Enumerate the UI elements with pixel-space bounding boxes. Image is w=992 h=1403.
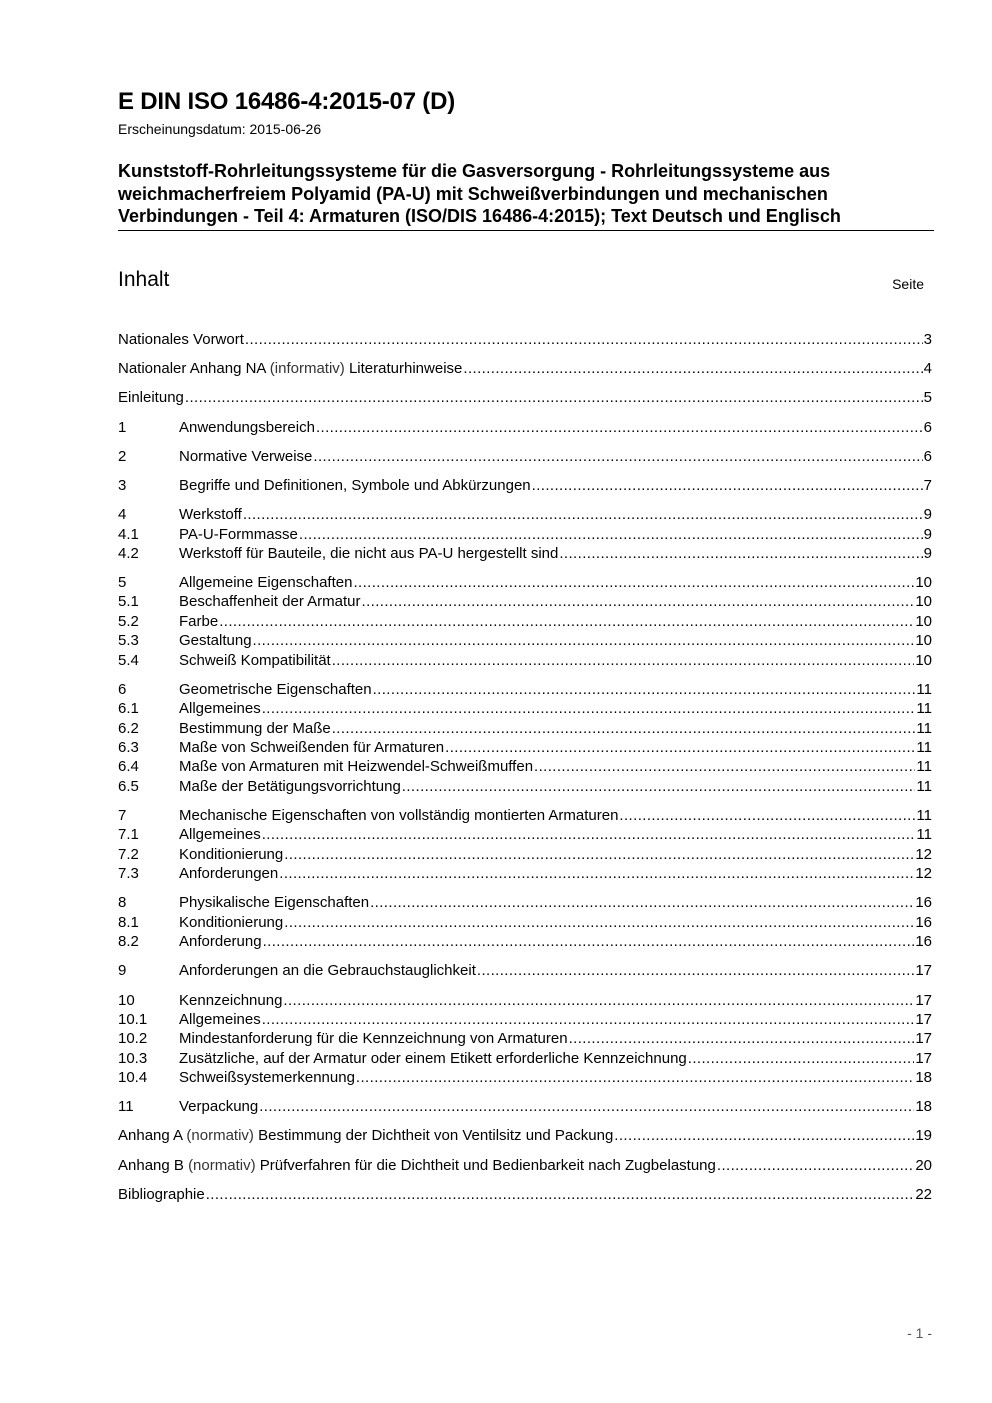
toc-entry-page: 11 — [916, 758, 932, 776]
title-line: weichmacherfreiem Polyamid (PA-U) mit Schweißverbindungen und mechanischen — [118, 183, 828, 204]
toc-entry-title: Anwendungsbereich — [179, 418, 315, 436]
toc-entry-page: 12 — [915, 845, 932, 863]
toc-entry-page: 16 — [915, 894, 932, 912]
toc-entry-number: 8.1 — [118, 913, 139, 931]
toc-entry[interactable] — [118, 738, 932, 757]
toc-entry-page: 16 — [915, 933, 932, 951]
toc-entry-label — [179, 699, 261, 718]
toc-entry-label — [179, 525, 298, 544]
toc-leader-dots — [262, 699, 916, 718]
toc-entry-page: 17 — [915, 1010, 932, 1028]
toc-entry-title: Anforderung — [179, 933, 262, 951]
toc-leader-dots — [284, 913, 914, 932]
toc-leader-dots — [614, 1126, 914, 1145]
toc-leader-dots — [263, 932, 915, 951]
toc-leader-dots — [688, 1049, 915, 1068]
toc-entry-label — [179, 612, 218, 631]
toc-entry[interactable] — [118, 719, 932, 738]
toc-entry[interactable] — [118, 757, 932, 776]
toc-leader-dots — [619, 806, 915, 825]
toc-entry-page: 10 — [915, 593, 932, 611]
toc-entry-label — [179, 738, 444, 757]
toc-entry-number: 7.2 — [118, 845, 139, 863]
toc-entry[interactable] — [118, 961, 932, 980]
toc-entry-title: Kennzeichnung — [179, 991, 283, 1009]
toc-entry-page: 10 — [915, 651, 932, 669]
toc-entry-number: 2 — [118, 447, 127, 465]
toc-entry-label — [179, 932, 262, 951]
toc-entry-title: Schweiß Kompatibilität — [179, 651, 331, 669]
toc-entry-page: 18 — [915, 1098, 932, 1116]
toc-entry-title: Einleitung — [118, 389, 184, 407]
toc-entry-page: 22 — [915, 1185, 932, 1203]
toc-entry-label — [179, 961, 476, 980]
toc-entry-label — [179, 1029, 568, 1048]
toc-entry-title: Geometrische Eigenschaften — [179, 680, 372, 698]
toc-entry[interactable] — [118, 806, 932, 825]
toc-leader-dots — [284, 845, 914, 864]
toc-entry[interactable] — [118, 825, 932, 844]
toc-entry-number: 10 — [118, 991, 135, 1009]
toc-entry-label — [179, 447, 312, 466]
toc-entry-page: 16 — [915, 913, 932, 931]
toc-entry-page: 20 — [915, 1156, 932, 1174]
toc-entry-page: 6 — [923, 418, 932, 436]
toc-entry[interactable] — [118, 573, 932, 592]
toc-entry-number: 7.1 — [118, 826, 139, 844]
toc-leader-dots — [245, 330, 923, 349]
toc-entry-tag: (normativ) — [186, 1127, 254, 1145]
toc-entry-page: 9 — [923, 544, 932, 562]
toc-entry-page: 12 — [915, 865, 932, 883]
toc-entry-page: 4 — [923, 360, 932, 378]
toc-entry-label — [179, 573, 352, 592]
toc-leader-dots — [299, 525, 923, 544]
toc-entry-label — [179, 1049, 687, 1068]
toc-entry[interactable] — [118, 1068, 932, 1087]
toc-entry-number: 6 — [118, 680, 127, 698]
toc-entry-page: 11 — [916, 719, 932, 737]
toc-entry-title: Werkstoff für Bauteile, die nicht aus PA-U hergestellt sind — [179, 544, 559, 562]
document-id: E DIN ISO 16486-4:2015-07 (D) — [118, 88, 456, 115]
toc-entry-label — [179, 913, 283, 932]
toc-entry-number: 10.1 — [118, 1010, 148, 1028]
toc-entry-number: 1 — [118, 418, 127, 436]
toc-entry-number: 7 — [118, 806, 127, 824]
toc-entry-page: 11 — [916, 700, 932, 718]
toc-entry-tag: (informativ) — [269, 360, 345, 378]
toc-entry-page: 9 — [923, 525, 932, 543]
toc-entry-title: Mindestanforderung für die Kennzeichnung von Armaturen — [179, 1030, 568, 1048]
toc-entry-page: 19 — [915, 1127, 932, 1145]
document-title — [118, 160, 934, 231]
toc-entry-label — [179, 1097, 258, 1116]
toc-entry-label — [179, 806, 618, 825]
toc-entry[interactable] — [118, 1010, 932, 1029]
toc-entry-number: 10.4 — [118, 1069, 148, 1087]
toc-entry-title: Mechanische Eigenschaften von vollständig montierten Armaturen — [179, 806, 619, 824]
toc-leader-dots — [279, 864, 914, 883]
toc-leader-dots — [569, 1029, 915, 1048]
toc-entry[interactable] — [118, 845, 932, 864]
toc-leader-dots — [332, 651, 915, 670]
toc-leader-dots — [356, 1068, 914, 1087]
toc-entry-page: 11 — [916, 680, 932, 698]
toc-entry[interactable] — [118, 699, 932, 718]
toc-entry-number: 4.1 — [118, 525, 139, 543]
toc-entry-label — [179, 651, 331, 670]
toc-entry[interactable] — [118, 330, 932, 349]
page-number: - 1 - — [907, 1325, 932, 1341]
toc-entry-number: 11 — [118, 1098, 134, 1116]
toc-entry[interactable] — [118, 893, 932, 912]
toc-entry-number: 3 — [118, 476, 127, 494]
toc-entry-page: 11 — [916, 777, 932, 795]
toc-entry-page: 17 — [915, 991, 932, 1009]
toc-entry-title: Anhang A — [118, 1127, 183, 1145]
toc-leader-dots — [370, 893, 914, 912]
toc-entry-title: Farbe — [179, 612, 219, 630]
toc-entry-number: 6.4 — [118, 758, 139, 776]
toc-entry-title: Anhang B — [118, 1156, 184, 1174]
toc-entry-number: 6.3 — [118, 739, 139, 757]
toc-entry-label — [118, 1185, 205, 1204]
toc-entry-title: Konditionierung — [179, 845, 284, 863]
toc-entry-number: 5.1 — [118, 593, 139, 611]
toc-entry-title: Allgemeines — [179, 826, 261, 844]
toc-entry-label — [179, 544, 558, 563]
toc-entry[interactable] — [118, 932, 932, 951]
toc-entry-title: Nationales Vorwort — [118, 331, 244, 348]
toc-entry-title: Werkstoff — [179, 506, 242, 524]
toc-entry[interactable] — [118, 525, 932, 544]
toc-entry-page: 17 — [915, 1030, 932, 1048]
toc-entry-label — [179, 777, 401, 796]
toc-entry[interactable] — [118, 544, 932, 563]
toc-entry-title: Bestimmung der Maße — [179, 719, 331, 737]
toc-entry-label — [179, 631, 252, 650]
toc-entry-title: Nationaler Anhang NA — [118, 360, 266, 378]
toc-entry[interactable] — [118, 651, 932, 670]
toc-entry-label — [179, 505, 242, 524]
toc-entry-title: Allgemeine Eigenschaften — [179, 574, 353, 592]
toc-entry-page: 9 — [923, 506, 932, 524]
toc-entry[interactable] — [118, 447, 932, 466]
toc-entry-label — [179, 1068, 355, 1087]
toc-entry-number: 8.2 — [118, 933, 139, 951]
toc-entry-label — [179, 1010, 261, 1029]
toc-entry-tag: (normativ) — [188, 1156, 256, 1174]
toc-entry-title: Maße von Schweißenden für Armaturen — [179, 739, 445, 757]
toc-entry[interactable] — [118, 476, 932, 495]
toc-leader-dots — [313, 447, 922, 466]
toc-entry-label — [118, 330, 244, 349]
toc-leader-dots — [243, 505, 923, 524]
toc-entry-number: 10.2 — [118, 1030, 148, 1048]
toc-entry[interactable] — [118, 418, 932, 437]
toc-entry-title: Begriffe und Definitionen, Symbole und Abkürzungen — [179, 476, 531, 494]
toc-entry-label — [179, 476, 531, 495]
toc-entry-number: 9 — [118, 962, 127, 980]
toc-leader-dots — [559, 544, 922, 563]
toc-leader-dots — [206, 1185, 915, 1204]
toc-entry-title: Maße von Armaturen mit Heizwendel-Schweißmuffen — [179, 758, 534, 776]
toc-leader-dots — [717, 1156, 914, 1175]
toc-leader-dots — [253, 631, 915, 650]
toc-entry-number: 4.2 — [118, 544, 139, 562]
toc-entry[interactable] — [118, 1029, 932, 1048]
toc-entry[interactable] — [118, 777, 932, 796]
toc-leader-dots — [373, 680, 916, 699]
toc-entry-page: 17 — [915, 1049, 932, 1067]
toc-entry-label — [179, 893, 369, 912]
toc-entry[interactable] — [118, 505, 932, 524]
toc-entry-page: 5 — [923, 389, 932, 407]
toc-entry-title: Anforderungen an die Gebrauchstauglichkeit — [179, 962, 476, 980]
toc-entry-number: 5 — [118, 574, 127, 592]
toc-entry-label — [179, 680, 372, 699]
toc-entry-title: Allgemeines — [179, 700, 261, 718]
publication-date: Erscheinungsdatum: 2015-06-26 — [118, 121, 322, 137]
toc-entry[interactable] — [118, 388, 932, 407]
title-line: Verbindungen - Teil 4: Armaturen (ISO/DIS 16486-4:2015); Text Deutsch und Englisch — [118, 206, 841, 226]
toc-entry[interactable] — [118, 913, 932, 932]
toc-entry[interactable] — [118, 1097, 932, 1116]
toc-leader-dots — [362, 592, 915, 611]
toc-entry-page: 10 — [915, 612, 932, 630]
toc-entry-title: Normative Verweise — [179, 447, 313, 465]
toc-entry-label — [179, 719, 331, 738]
toc-entry[interactable] — [118, 680, 932, 699]
toc-entry-page: 18 — [915, 1069, 932, 1087]
toc-entry-title: Zusätzliche, auf der Armatur oder einem Etikett erforderliche Kennzeichnung — [179, 1049, 687, 1067]
toc-entry[interactable] — [118, 1156, 932, 1175]
toc-entry-number: 10.3 — [118, 1049, 148, 1067]
toc-entry-title: PA-U-Formmasse — [179, 525, 298, 543]
toc-entry-label — [179, 845, 283, 864]
toc-leader-dots — [262, 825, 916, 844]
toc-entry-page: 3 — [923, 331, 932, 348]
toc-entry-page: 11 — [916, 826, 932, 844]
toc-entry-title: Physikalische Eigenschaften — [179, 894, 370, 912]
toc-entry-label — [179, 757, 533, 776]
toc-entry[interactable] — [118, 1049, 932, 1068]
toc-entry-title: Schweißsystemerkennung — [179, 1069, 355, 1087]
toc-entry-number: 6.1 — [118, 700, 139, 718]
toc-leader-dots — [332, 719, 916, 738]
toc-entry[interactable] — [118, 1126, 932, 1145]
toc-entry-page: 6 — [923, 447, 932, 465]
toc-entry-subtitle: Bestimmung der Dichtheit von Ventilsitz und Packung — [258, 1127, 614, 1145]
toc-entry-label — [179, 991, 282, 1010]
toc-entry-number: 7.3 — [118, 865, 139, 883]
toc-entry-title: Gestaltung — [179, 632, 252, 650]
toc-heading: Inhalt — [118, 268, 170, 291]
toc-entry-title: Konditionierung — [179, 913, 284, 931]
toc-entry-title: Anforderungen — [179, 865, 279, 883]
toc-entry-label — [179, 592, 361, 611]
toc-entry-label — [118, 1156, 716, 1175]
toc-entry-title: Bibliographie — [118, 1185, 205, 1203]
toc-leader-dots — [262, 1010, 915, 1029]
toc-leader-dots — [219, 612, 914, 631]
toc-entry-page: 7 — [923, 476, 932, 494]
toc-entry[interactable] — [118, 864, 932, 883]
toc-entry-number: 8 — [118, 894, 127, 912]
page-column-label: Seite — [892, 276, 924, 292]
toc-leader-dots — [353, 573, 914, 592]
toc-entry-number: 5.3 — [118, 632, 139, 650]
toc-entry-label — [179, 864, 278, 883]
toc-entry[interactable] — [118, 991, 932, 1010]
toc-entry[interactable] — [118, 1185, 932, 1204]
toc-entry-title: Verpackung — [179, 1098, 259, 1116]
toc-leader-dots — [445, 738, 915, 757]
toc-entry-page: 11 — [916, 806, 932, 824]
toc-leader-dots — [185, 388, 923, 407]
toc-entry-title: Allgemeines — [179, 1010, 261, 1028]
toc-entry-number: 4 — [118, 506, 127, 524]
toc-leader-dots — [534, 757, 915, 776]
toc-leader-dots — [532, 476, 923, 495]
title-line: Kunststoff-Rohrleitungssysteme für die Gasversorgung - Rohrleitungssysteme aus — [118, 161, 831, 181]
toc-entry-page: 10 — [915, 574, 932, 592]
toc-leader-dots — [402, 777, 916, 796]
toc-entry-label — [179, 825, 261, 844]
toc-entry-title: Beschaffenheit der Armatur — [179, 593, 361, 611]
toc-entry-label — [118, 1126, 613, 1145]
toc-entry[interactable] — [118, 631, 932, 650]
toc-entry-number: 6.2 — [118, 719, 139, 737]
toc-leader-dots — [283, 991, 914, 1010]
toc-entry[interactable] — [118, 359, 932, 378]
toc-leader-dots — [316, 418, 923, 437]
toc-entry-number: 5.4 — [118, 651, 139, 669]
toc-entry-page: 10 — [915, 632, 932, 650]
toc-entry-title: Maße der Betätigungsvorrichtung — [179, 777, 401, 795]
toc-leader-dots — [463, 359, 922, 378]
toc-entry-page: 17 — [915, 962, 932, 980]
toc-entry-page: 11 — [916, 739, 932, 757]
toc-entry-subtitle: Literaturhinweise — [348, 360, 463, 378]
toc-entry-label — [118, 388, 184, 407]
toc-entry-number: 5.2 — [118, 612, 139, 630]
toc-entry-subtitle: Prüfverfahren für die Dichtheit und Bedienbarkeit nach Zugbelastung — [259, 1156, 716, 1174]
table-of-contents — [118, 330, 932, 1204]
toc-entry[interactable] — [118, 612, 932, 631]
toc-leader-dots — [259, 1097, 914, 1116]
toc-leader-dots — [477, 961, 914, 980]
toc-entry[interactable] — [118, 592, 932, 611]
toc-entry-label — [118, 359, 462, 378]
toc-entry-label — [179, 418, 315, 437]
toc-entry-number: 6.5 — [118, 777, 139, 795]
